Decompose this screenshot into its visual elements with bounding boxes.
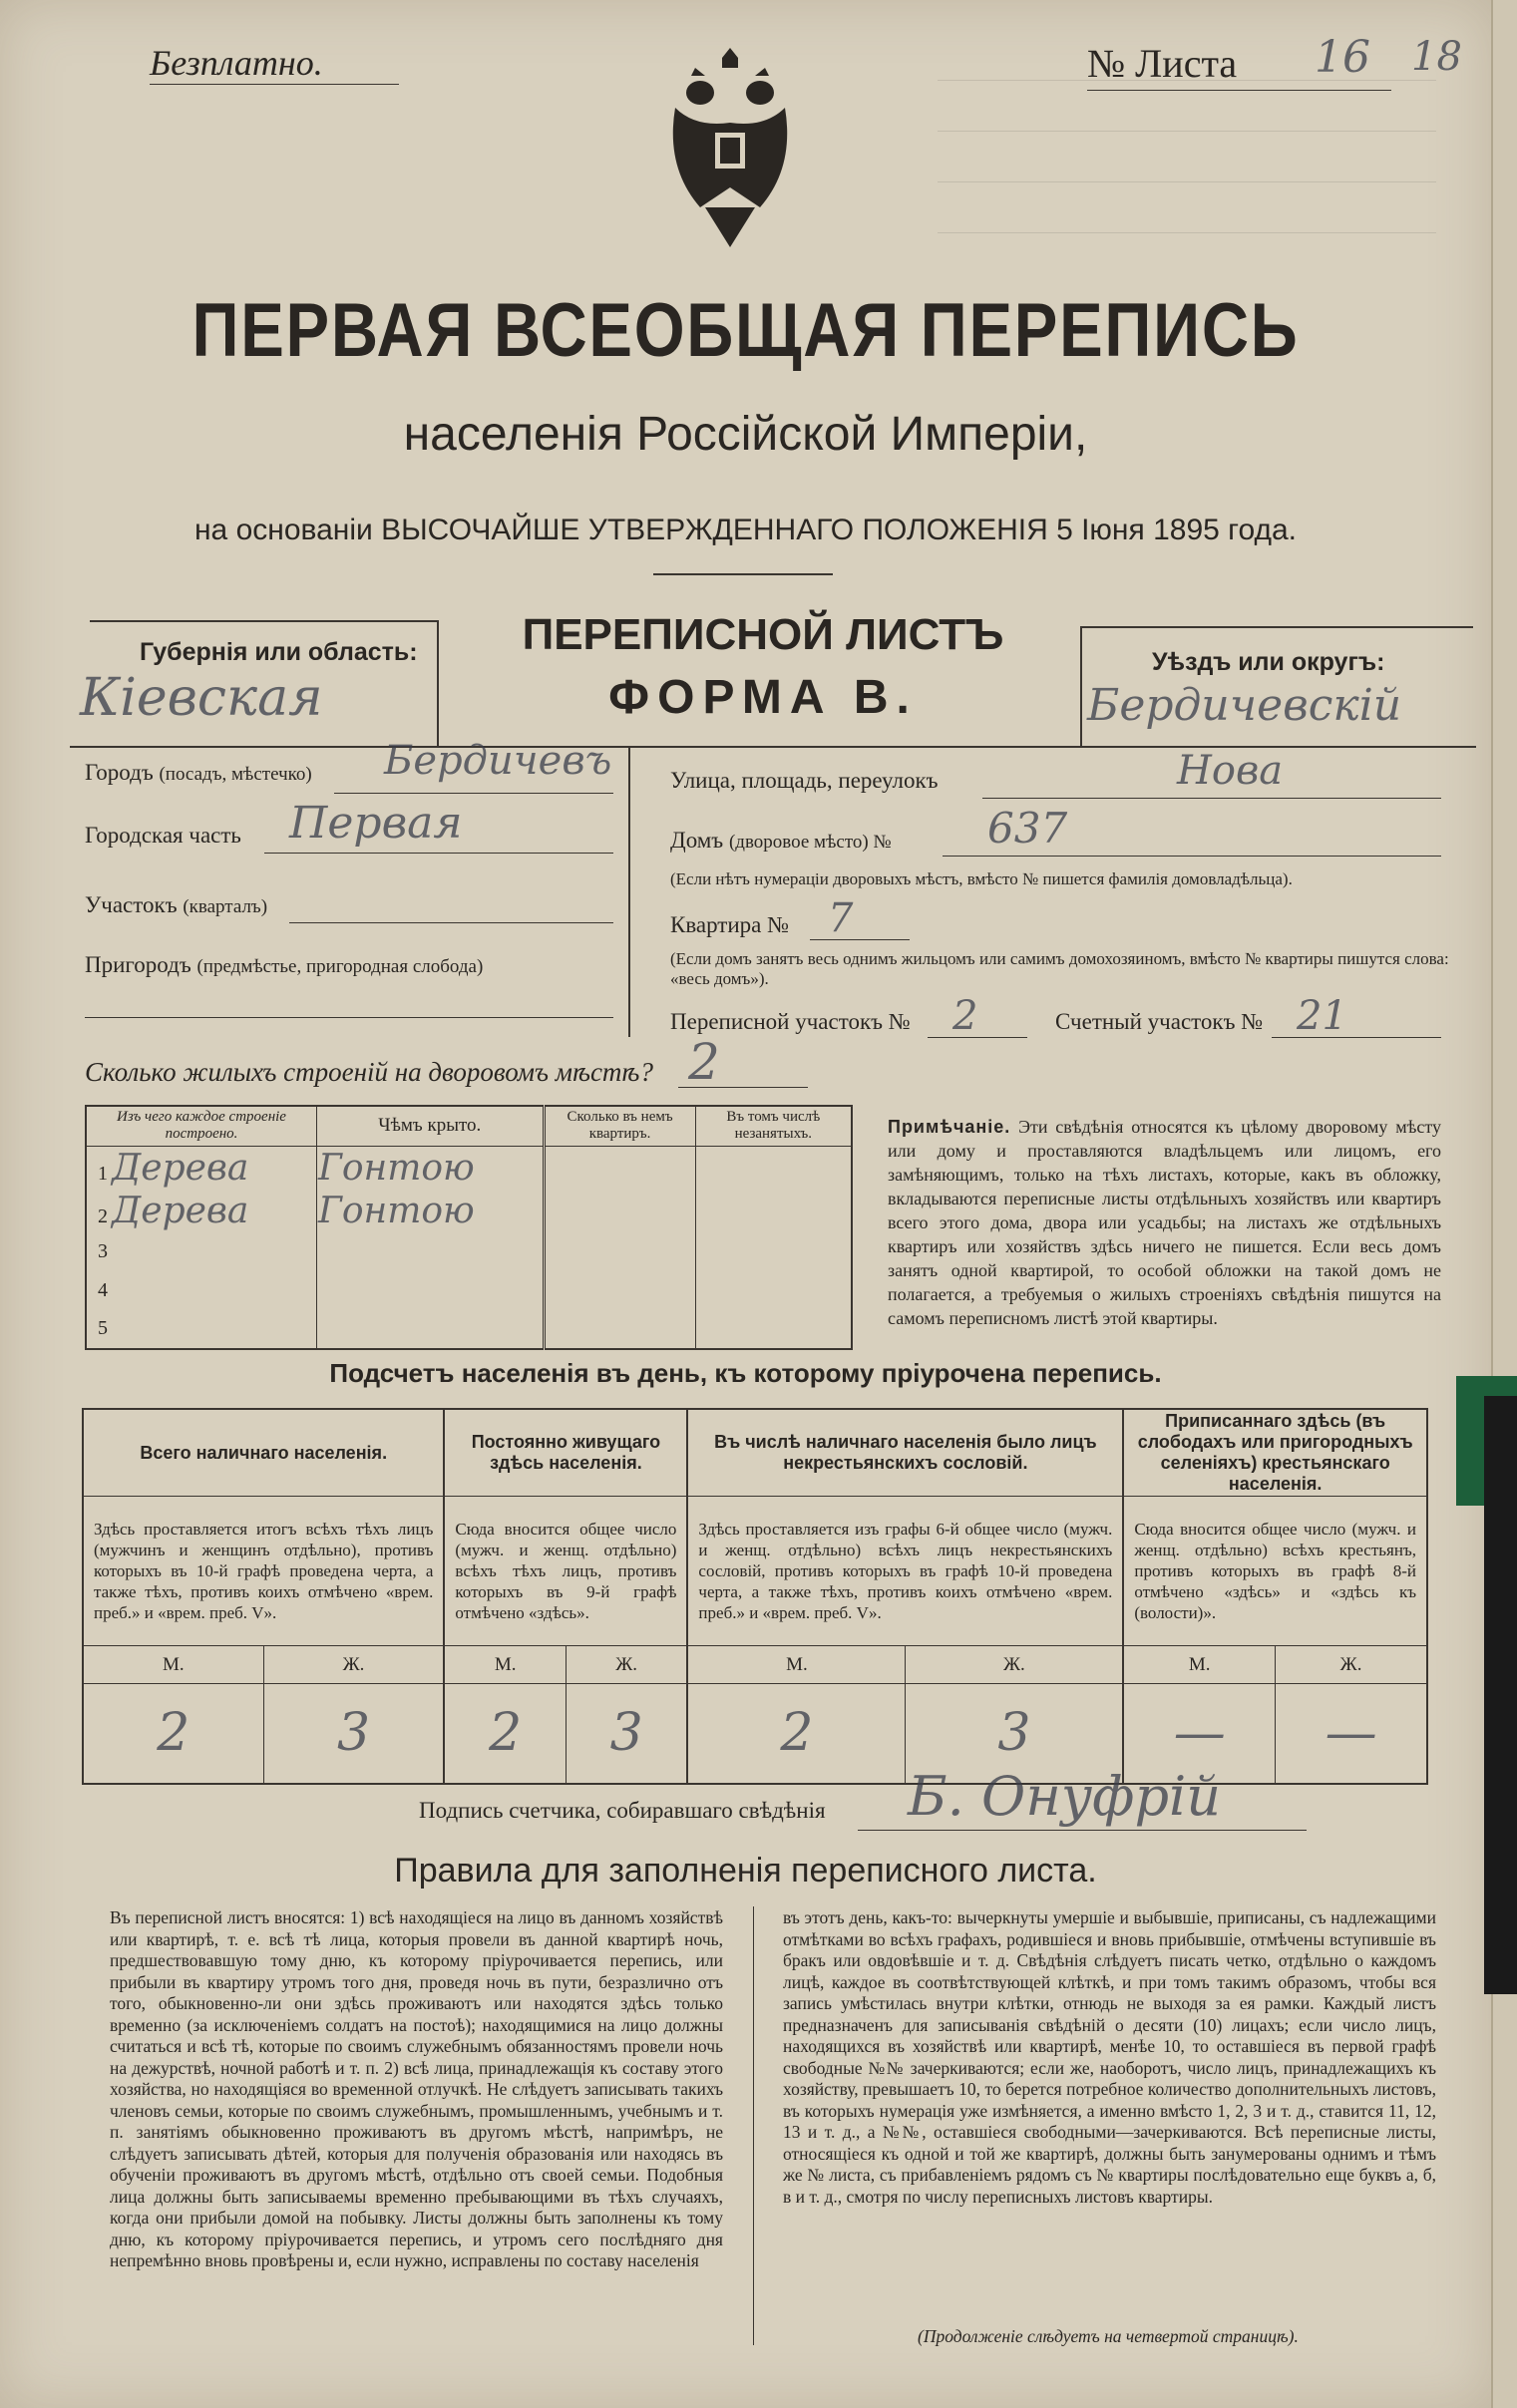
flat-note: (Если домъ занятъ весь однимъ жильцомъ или самимъ домохозяиномъ, вмѣсто № квартиры пишутся слова: «весь домъ»). xyxy=(670,949,1449,988)
census-area-value: 2 xyxy=(952,993,978,1039)
vacant-cell xyxy=(695,1271,852,1310)
rules-divider xyxy=(753,1906,754,2345)
buildings-note xyxy=(888,1115,1441,1330)
suburb-hint: (предмѣстье, пригородная слобода) xyxy=(196,956,484,977)
total-m-value: 2 xyxy=(83,1684,263,1784)
district-label: Участокъ xyxy=(85,892,178,917)
rules-left-column: Въ переписной листъ вносятся: 1) всѣ находящіеся на лицо въ данномъ хозяйствѣ или квартирѣ, т. е. всѣ тѣ лица, которыя провели въ данной квартирѣ ночь, предшествовавшую тому дню, къ которому пріурочивается перепись, или прибыли въ квартиру утромъ того дня, проведя ночь въ пути, безразлично отъ того, обыкновенно-ли они здѣсь проживаютъ или находятся здѣсь только временно (за исключеніемъ солдатъ на постоѣ); находящимися на лицо должны считаться и всѣ тѣ, которые по своимъ служебнымъ обязанностямъ провели ночь на дежурствѣ, ночной работѣ и т. п. 2) всѣ лица, принадлежащія къ составу этого хозяйства, но находящіяся во временной отлучкѣ. Не слѣдуетъ записывать такихъ членовъ семьи, которые по своимъ служебнымъ, промышленнымъ, учебнымъ и т. п. занятіямъ обыкновенно проживаютъ въ другомъ мѣстѣ, напримѣръ, не слѣдуетъ записывать дѣтей, которыя для полученія образованія или находясь въ обученіи проживаютъ въ другомъ мѣстѣ, отдѣльно отъ своей семьи. Подобныя лица должны быть записываемы временно пребывающими въ тѣхъ случаяхъ, когда они прибыли домой на побывку. Листы должны быть заполнены къ тому дню, къ которому пріурочивается перепись, и утромъ сего послѣдняго дня непремѣнно вновь провѣрены и, если нужно, исправлены по составу населенія xyxy=(110,1907,723,2270)
roof-value xyxy=(317,1232,545,1271)
rules-right-column: въ этотъ день, какъ-то: вычеркнуты умершіе и выбывшіе, приписаны, съ надлежащими отмѣтками во всѣхъ графахъ, родившіеся и вновь прибывшіе, отмѣчены вступившіе въ бракъ или овдовѣвшіе и т. д. Свѣдѣнія слѣдуетъ писать четко, отдѣльно о каждомъ лицѣ, каждое въ соотвѣтствующей клѣткѣ, и при томъ такимъ образомъ, чтобы вся запись умѣстилась внутри клѣтки, отнюдь не выходя за ея рамки. Каждый листъ предназначенъ для записыванія свѣдѣній о десяти (10) лицахъ; если число лицъ, находящихся въ хозяйствѣ или квартирѣ, менѣе 10, то оставшіеся въ первой графѣ свободные №№ зачеркиваются; если же, наоборотъ, число лицъ, принадлежащихъ къ хозяйству, превышаетъ 10, то берется потребное количество дополнительныхъ листовъ, въ которыхъ нумерація уже измѣняется, а именно вмѣсто 1, 2, 3 и т. д., ставится 11, 12, 13 и т. д., а №№, оставшіеся свободными—зачеркиваются. Всѣ переписные листы, относящіеся къ одной и той же квартирѣ, должны быть занумерованы однимъ и тѣмъ же № листа, съ прибавленіемъ рядомъ съ № квартиры послѣдовательно еще буквъ а, б, в и т. д., смотря по числу переписныхъ листовъ квартиры. xyxy=(783,1907,1436,2207)
table-row xyxy=(86,1146,852,1190)
suburb-label: Пригородъ xyxy=(85,952,191,977)
nonpeasant-f-value: 3 xyxy=(906,1684,1123,1784)
form-name: ФОРМА В. xyxy=(608,671,918,724)
permanent-f-value: 3 xyxy=(566,1684,687,1784)
city-underline xyxy=(334,793,613,794)
cell-material xyxy=(86,1190,317,1232)
note-text: Эти свѣдѣнія относятся къ цѣлому дворовому мѣсту или дому и проставляются владѣльцемъ или лицомъ, его замѣняющимъ, только на тѣхъ листахъ, которые, какъ въ обложку, вкладываются переписные листы отдѣльныхъ хозяйствъ или квартиръ всего этого дома, двора или усадьбы; на листахъ же отдѣльныхъ квартиръ или хозяйствъ здѣсь ничего не пишется. Если весь домъ занятъ одной квартирой, то особой обложки на такой домъ не полагается, а требуемыя о жилыхъ строеніяхъ свѣдѣнія пишутся на самомъ переписномъ листѣ этой квартиры. xyxy=(888,1117,1441,1328)
flats-cell xyxy=(544,1232,695,1271)
f-label: Ж. xyxy=(263,1646,444,1684)
signature-label: Подпись счетчика, собиравшаго свѣдѣнія xyxy=(419,1798,826,1823)
material-value: Дерева xyxy=(112,1147,249,1189)
city-part-underline xyxy=(264,853,613,854)
f-label: Ж. xyxy=(906,1646,1123,1684)
cell-material xyxy=(86,1146,317,1190)
count-col-peasant-head: Приписаннаго здѣсь (въ слободахъ или пригородныхъ селеніяхъ) крестьянскаго населенія. xyxy=(1123,1409,1427,1497)
buildings-answer-underline xyxy=(678,1087,808,1088)
population-count-table xyxy=(82,1408,1428,1785)
district-underline xyxy=(289,922,613,923)
suburb-line xyxy=(85,952,483,978)
row-number: 3 xyxy=(98,1239,108,1262)
main-title: ПЕРВАЯ ВСЕОБЩАЯ ПЕРЕПИСЬ xyxy=(191,288,1300,373)
m-label: М. xyxy=(444,1646,566,1684)
note-heading: Примѣчаніе. xyxy=(888,1117,1011,1137)
city-part-label: Городская часть xyxy=(85,823,241,848)
buildings-question: Сколько жилыхъ строеній на дворовомъ мѣстѣ? xyxy=(85,1057,653,1087)
signature-underline xyxy=(858,1830,1307,1831)
street-underline xyxy=(982,798,1441,799)
title-rule xyxy=(653,573,833,575)
count-col-permanent-head: Постоянно живущаго здѣсь населенія. xyxy=(444,1409,687,1497)
roof-value xyxy=(317,1310,545,1349)
count-title: Подсчетъ населенія въ день, къ которому пріурочена перепись. xyxy=(329,1358,1162,1388)
roof-value: Гонтою xyxy=(317,1190,545,1232)
house-line xyxy=(670,828,892,854)
count-col-total-body: Здѣсь проставляется итогъ всѣхъ тѣхъ лицъ (мужчинъ и женщинъ отдѣльно), противъ которыхъ въ 10-й графѣ проведена черта, а также тѣхъ, противъ коихъ отмѣчено «врем. преб.» и «врем. преб. V». xyxy=(83,1497,444,1646)
m-label: М. xyxy=(1123,1646,1275,1684)
house-underline xyxy=(943,856,1441,857)
vacant-cell xyxy=(695,1232,852,1271)
cell-material xyxy=(86,1232,317,1271)
free-underline xyxy=(150,84,399,85)
subtitle: населенія Россійской Имперіи, xyxy=(403,408,1088,461)
permanent-m-value: 2 xyxy=(444,1684,566,1784)
col-flats: Сколько въ немъ квартиръ. xyxy=(544,1106,695,1146)
census-area-underline xyxy=(928,1037,1027,1038)
table-row xyxy=(86,1232,852,1271)
m-label: М. xyxy=(687,1646,905,1684)
col-vacant: Въ томъ числѣ незанятыхъ. xyxy=(726,1109,821,1143)
roof-value: Гонтою xyxy=(317,1146,545,1190)
count-area-underline xyxy=(1272,1037,1441,1038)
nonpeasant-m-value: 2 xyxy=(687,1684,905,1784)
cell-material xyxy=(86,1310,317,1349)
peasant-m-value: — xyxy=(1123,1684,1275,1784)
row-number: 1 xyxy=(98,1162,108,1185)
black-binding xyxy=(1484,1396,1517,1994)
count-col-total-head: Всего наличнаго населенія. xyxy=(83,1409,444,1497)
flats-cell xyxy=(544,1146,695,1190)
sheet-number-extra: 18 xyxy=(1411,34,1462,80)
row-number: 2 xyxy=(98,1204,108,1227)
count-head-row xyxy=(83,1409,1427,1497)
cell-material xyxy=(86,1271,317,1310)
row-number: 4 xyxy=(98,1278,108,1301)
buildings-table xyxy=(85,1105,853,1350)
vacant-cell xyxy=(695,1146,852,1190)
flats-cell xyxy=(544,1271,695,1310)
count-body-row xyxy=(83,1497,1427,1646)
sheet-number-value: 16 xyxy=(1315,32,1370,83)
city-label: Городъ xyxy=(85,760,154,785)
form-title: ПЕРЕПИСНОЙ ЛИСТЪ xyxy=(522,610,1004,659)
house-value: 637 xyxy=(987,804,1068,853)
city-line xyxy=(85,760,312,786)
material-value: Дерева xyxy=(112,1190,249,1231)
house-hint: (дворовое мѣсто) № xyxy=(728,832,892,853)
m-label: М. xyxy=(83,1646,263,1684)
count-col-permanent-body: Сюда вносится общее число (мужч. и женщ. отдѣльно) всѣхъ тѣхъ лицъ, противъ которыхъ въ 9-й графѣ отмѣчено «здѣсь». xyxy=(444,1497,687,1646)
rules-continued: (Продолженіе слѣдуетъ на четвертой страницѣ). xyxy=(918,2326,1299,2346)
row-number: 5 xyxy=(98,1317,108,1339)
gubernia-label: Губернія или область: xyxy=(140,638,418,666)
district-line xyxy=(85,892,267,918)
street-value: Нова xyxy=(1177,748,1284,794)
district-hint: (кварталъ) xyxy=(183,896,268,917)
city-part-value: Первая xyxy=(289,798,463,849)
flat-label: Квартира № xyxy=(670,912,790,937)
flat-underline xyxy=(810,939,910,940)
f-label: Ж. xyxy=(1276,1646,1427,1684)
roof-value xyxy=(317,1271,545,1310)
buildings-answer: 2 xyxy=(688,1033,720,1091)
imperial-eagle-emblem xyxy=(660,38,800,267)
back-page-edge xyxy=(1491,0,1517,2408)
vacant-cell xyxy=(695,1190,852,1232)
uezd-label: Уѣздъ или округъ: xyxy=(1152,648,1385,676)
city-hint: (посадъ, мѣстечко) xyxy=(159,764,312,785)
sheet-number-underline xyxy=(1087,90,1391,91)
city-value: Бердичевъ xyxy=(384,738,612,784)
table-row xyxy=(86,1190,852,1232)
table-row xyxy=(86,1310,852,1349)
count-area-label: Счетный участокъ № xyxy=(1055,1009,1264,1034)
count-col-nonpeasant-body: Здѣсь проставляется изъ графы 6-й общее число (мужч. и женщ. отдѣльно) всѣхъ лицъ некрестьянскихъ сословій, противъ которыхъ въ графѣ 10-й проведена черта, а также тѣхъ, противъ коихъ отмѣчено «врем. преб.» и «врем. преб. V». xyxy=(687,1497,1123,1646)
suburb-underline xyxy=(85,1017,613,1018)
gubernia-value: Кіевская xyxy=(80,668,323,728)
signature-value: Б. Онуфрій xyxy=(908,1765,1222,1828)
f-label: Ж. xyxy=(566,1646,687,1684)
sheet-number-label: № Листа xyxy=(1087,41,1238,86)
uezd-value: Бердичевскій xyxy=(1087,680,1402,731)
street-label: Улица, площадь, переулокъ xyxy=(670,768,939,793)
flat-value: 7 xyxy=(828,895,854,941)
basis-line: на основаніи ВЫСОЧАЙШЕ УТВЕРЖДЕННАГО ПОЛОЖЕНІЯ 5 Іюня 1895 года. xyxy=(193,514,1297,546)
count-col-peasant-body: Сюда вносится общее число (мужч. и женщ. отдѣльно) всѣхъ крестьянъ, противъ которыхъ въ графѣ 8-й отмѣчено «здѣсь» и «здѣсь къ (волости)». xyxy=(1123,1497,1427,1646)
census-area-label: Переписной участокъ № xyxy=(670,1009,911,1034)
vacant-cell xyxy=(695,1310,852,1349)
peasant-f-value: — xyxy=(1325,1703,1377,1764)
count-values-row xyxy=(83,1684,1427,1784)
col-material: Изъ чего каждое строеніе построено. xyxy=(86,1106,317,1146)
house-label: Домъ xyxy=(670,828,724,853)
count-sex-row xyxy=(83,1646,1427,1684)
count-col-nonpeasant-head: Въ числѣ наличнаго населенія было лицъ некрестьянскихъ сословій. xyxy=(687,1409,1123,1497)
buildings-table-header xyxy=(86,1106,852,1146)
flats-cell xyxy=(544,1190,695,1232)
flats-cell xyxy=(544,1310,695,1349)
total-f-value: 3 xyxy=(263,1684,444,1784)
rules-title: Правила для заполненія переписного листа. xyxy=(394,1852,1097,1890)
house-note: (Если нѣтъ нумераціи дворовыхъ мѣстъ, вмѣсто № пишется фамилія домовладѣльца). xyxy=(670,869,1293,888)
address-divider xyxy=(628,748,630,1037)
table-row xyxy=(86,1271,852,1310)
col-roof: Чѣмъ крыто. xyxy=(317,1106,545,1146)
count-area-value: 21 xyxy=(1297,993,1347,1039)
free-label: Безплатно. xyxy=(150,43,323,83)
